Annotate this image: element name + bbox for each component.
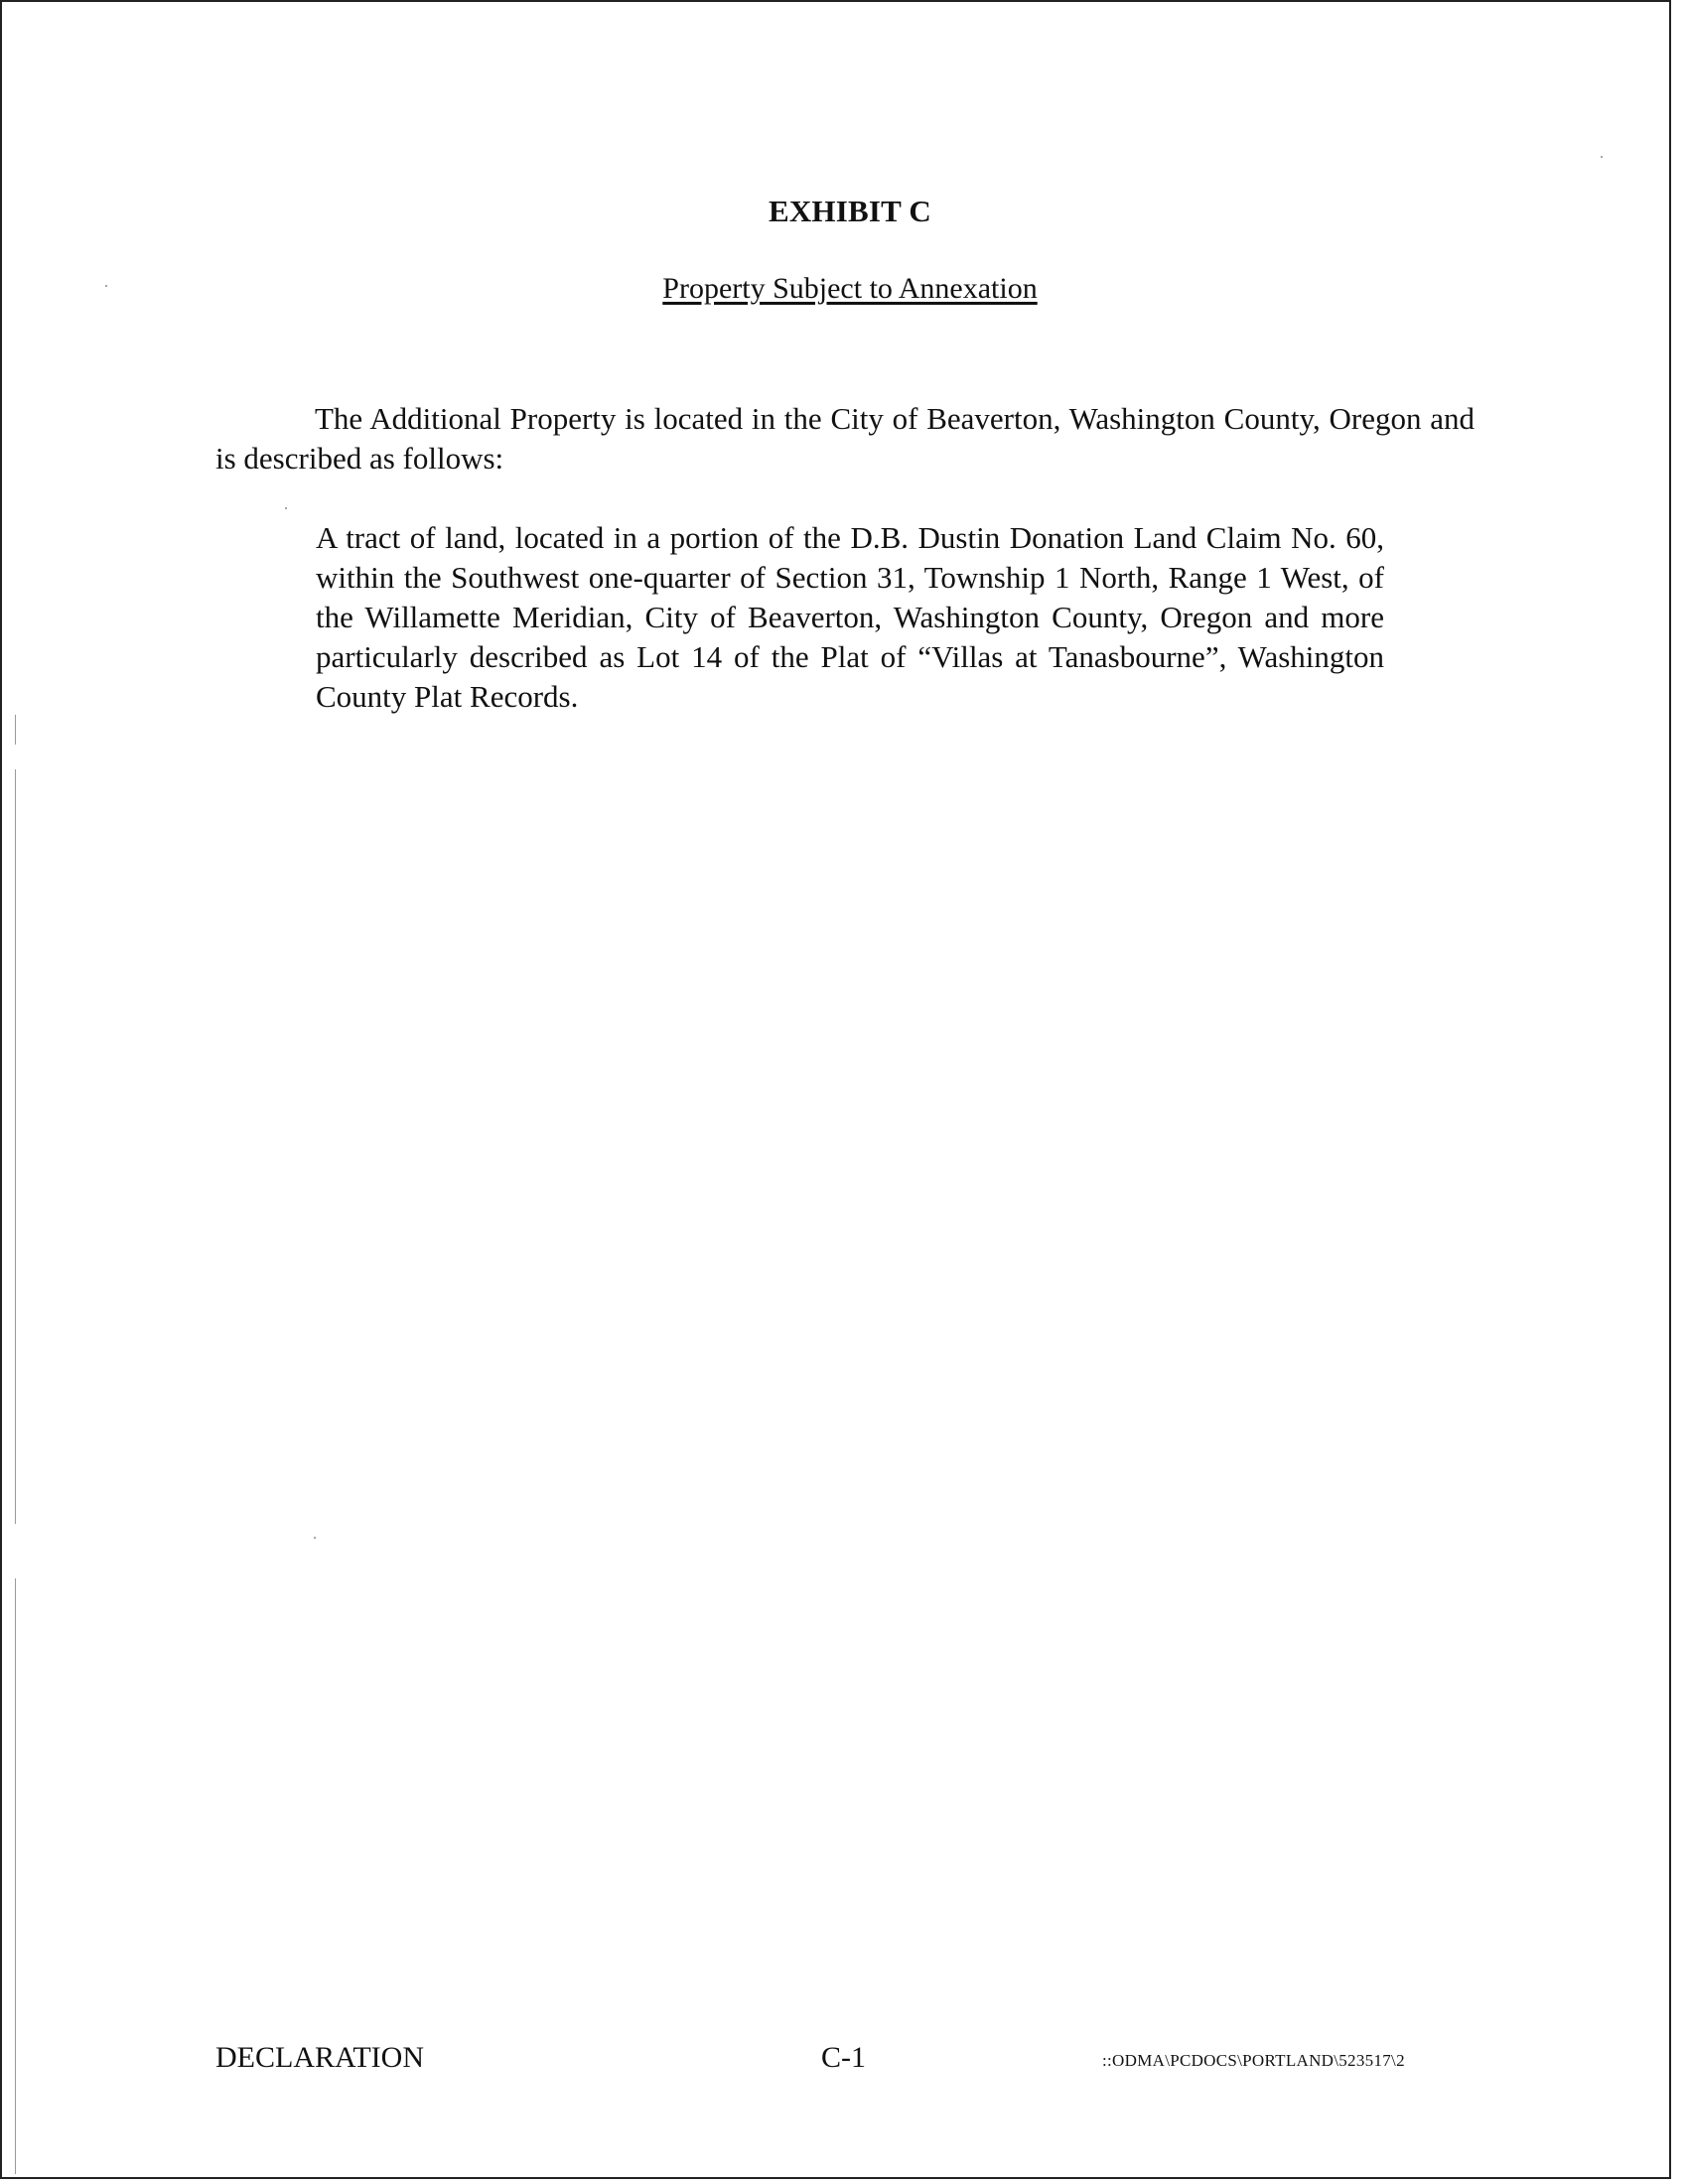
scan-speck (1601, 156, 1603, 158)
scan-edge-mark (15, 715, 16, 745)
exhibit-subtitle: Property Subject to Annexation (662, 272, 1038, 305)
scan-edge-mark (15, 769, 16, 1524)
legal-description-paragraph: A tract of land, located in a portion of the D.B. Dustin Donation Land Claim No. 60, within the Southwest one-quarter of Section 31, Township 1 North, Range 1 West, of the Willamette Meridian, City of Beaverton, Washington County, Oregon and more particularly described as Lot 14 of the Plat of “Villas at Tanasbourne”, Washington County Plat Records. (316, 520, 1384, 714)
scan-speck (285, 507, 287, 509)
scan-speck (314, 1537, 316, 1539)
intro-paragraph: The Additional Property is located in the City of Beaverton, Washington County, Oregon and is described as follows: (215, 401, 1475, 476)
exhibit-title: EXHIBIT C (768, 194, 932, 228)
scan-edge-mark (15, 1578, 16, 2174)
footer-document-name: DECLARATION (215, 2041, 424, 2074)
footer-file-path: ::ODMA\PCDOCS\PORTLAND\523517\2 (1102, 2051, 1405, 2070)
footer-page-number: C-1 (821, 2041, 866, 2074)
